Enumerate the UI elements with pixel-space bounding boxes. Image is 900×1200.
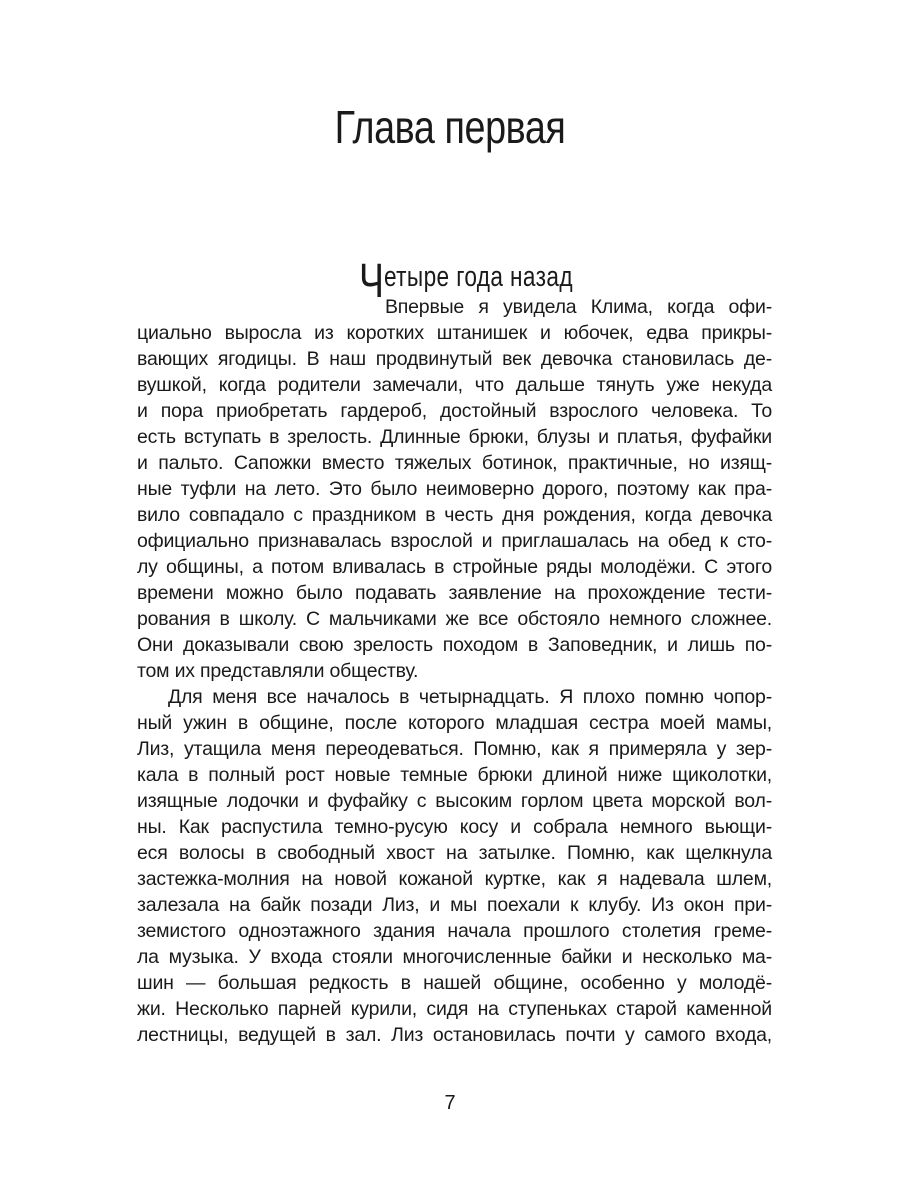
- page-number: 7: [444, 1092, 456, 1114]
- text-line: земистого одноэтажного здания начала прошлого столетия греме-: [137, 920, 772, 942]
- text-line: есть вступать в зрелость. Длинные брюки, блузы и платья, фуфайки: [137, 426, 772, 448]
- text-line: ны. Как распустила темно-русую косу и собрала немного вьющи-: [137, 816, 772, 838]
- text-line: и пальто. Сапожки вместо тяжелых ботинок, практичные, но изящ-: [137, 452, 772, 474]
- text-line: лестницы, ведущей в зал. Лиз остановилась почти у самого входа,: [137, 1024, 772, 1046]
- text-line: времени можно было подавать заявление на прохождение тести-: [137, 582, 772, 604]
- text-line: официально признавалась взрослой и приглашалась на обед к сто-: [137, 530, 772, 552]
- text-line: вушкой, когда родители замечали, что дальше тянуть уже некуда: [137, 374, 772, 396]
- text-line: застежка-молния на новой кожаной куртке, как я надевала шлем,: [137, 868, 772, 890]
- text-line: жи. Несколько парней курили, сидя на ступеньках старой каменной: [137, 998, 772, 1020]
- text-line: ные туфли на лето. Это было неимоверно дорого, поэтому как пра-: [137, 478, 772, 500]
- text-line: изящные лодочки и фуфайку с высоким горлом цвета морской вол-: [137, 790, 772, 812]
- text-line: залезала на байк позади Лиз, и мы поехали к клубу. Из окон при-: [137, 894, 772, 916]
- text-line: кала в полный рост новые темные брюки длиной ниже щиколотки,: [137, 764, 772, 786]
- text-line: Они доказывали свою зрелость походом в Заповедник, и лишь по-: [137, 634, 772, 656]
- text-line: том их представляли обществу.: [137, 660, 419, 682]
- chapter-title: Глава первая: [334, 101, 566, 153]
- text-line: вило совпадало с праздником в честь дня рождения, когда девочка: [137, 504, 772, 526]
- text-line: шин — большая редкость в нашей общине, особенно у молодё-: [137, 972, 772, 994]
- text-line: Для меня все началось в четырнадцать. Я плохо помню чопор-: [168, 686, 772, 708]
- text-line: вающих ягодицы. В наш продвинутый век девочка становилась де-: [137, 348, 772, 370]
- text-line: циально выросла из коротких штанишек и юбочек, едва прикры-: [137, 322, 772, 344]
- text-line: Лиз, утащила меня переодеваться. Помню, как я примеряла у зер-: [137, 738, 772, 760]
- text-line: лу общины, а потом вливалась в стройные ряды молодёжи. С этого: [137, 556, 772, 578]
- text-line: еся волосы в свободный хвост на затылке. Помню, как щелкнула: [137, 842, 772, 864]
- text-line: рования в школу. С мальчиками же все обстояло немного сложнее.: [137, 608, 772, 630]
- section-heading-initial: Ч: [359, 255, 384, 308]
- text-line: ла музыка. У входа стояли многочисленные байки и несколько ма-: [137, 946, 772, 968]
- section-heading-text: етыре года назад: [383, 261, 573, 293]
- text-line: ный ужин в общине, после которого младшая сестра моей мамы,: [137, 712, 772, 734]
- text-line: Впервые я увидела Клима, когда офи-: [385, 296, 772, 318]
- text-line: и пора приобретать гардероб, достойный взрослого человека. То: [137, 400, 772, 422]
